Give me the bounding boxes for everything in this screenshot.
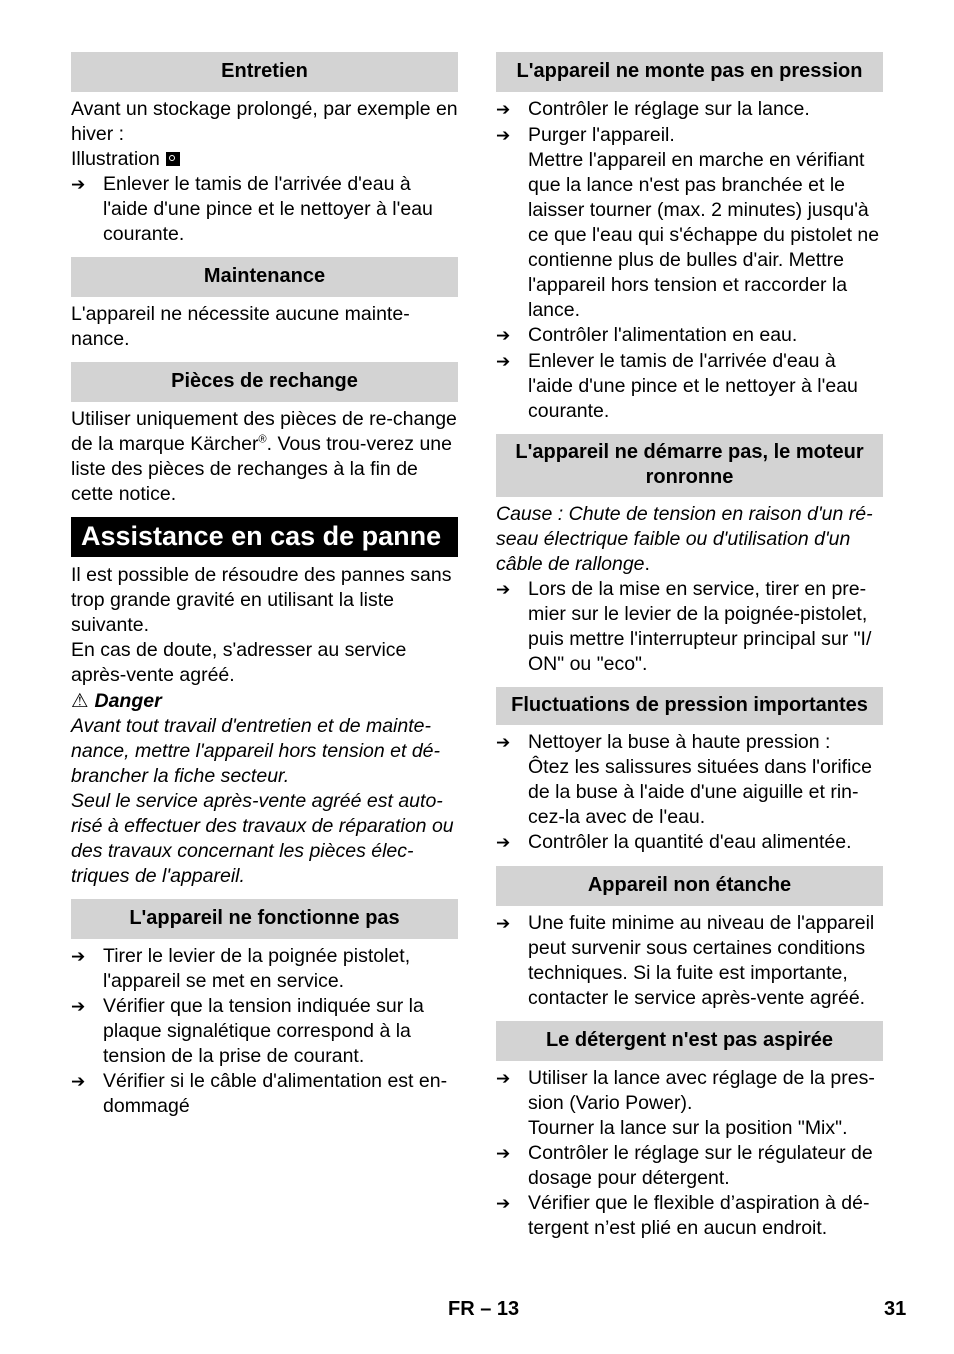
heading-non-etanche: Appareil non étanche	[496, 866, 883, 906]
bullet-item	[496, 1191, 883, 1241]
pieces-text	[71, 407, 458, 507]
bullet-item	[496, 1141, 883, 1191]
bullet-detail: Mettre l'appareil en marche en vérifiant que la lance n'est pas branchée et le laisser tourner (max. 2 minutes) jusqu'à ce que l'eau qui s'échappe du pistolet ne contienne plus de bulles d'air. Mettre l'appareil hors tension et raccorder la lance.	[528, 149, 880, 321]
heading-entretien: Entretien	[71, 52, 458, 92]
arrow-icon	[496, 577, 528, 677]
cause-end: .	[644, 553, 650, 575]
illustration-label: Illustration	[71, 148, 160, 170]
bullet-item	[71, 1069, 458, 1119]
pieces-text-b: . Vous trou-verez une liste des pièces de rechanges à la fin de cette notice.	[71, 433, 452, 505]
arrow-icon	[496, 730, 528, 830]
entretien-illustration	[71, 147, 458, 172]
bullet-text	[528, 123, 883, 323]
footer-section-label: FR – 13	[448, 1298, 520, 1320]
bullet-text	[528, 730, 883, 830]
illustration-magnifier-icon	[166, 152, 180, 166]
arrow-icon	[71, 1069, 103, 1119]
section-fluctuations	[496, 687, 883, 856]
section-non-etanche	[496, 866, 883, 1011]
heading-detergent: Le détergent n'est pas aspirée	[496, 1021, 883, 1061]
heading-ne-fonctionne-pas: L'appareil ne fonctionne pas	[71, 899, 458, 939]
warning-triangle-icon: ⚠	[71, 689, 89, 712]
heading-demarre-pas: L'appareil ne démarre pas, le moteur ronronne	[496, 434, 883, 497]
bullet-text: Lors de la mise en service, tirer en pre-mier sur le levier de la poignée-pistolet, puis mettre l'interrupteur principal sur "I/ ON" ou "eco".	[528, 578, 872, 675]
arrow-icon	[496, 1141, 528, 1191]
danger-label-text: Danger	[94, 690, 162, 712]
bullet-detail: Tourner la lance sur la position "Mix".	[528, 1117, 848, 1139]
maintenance-text: L'appareil ne nécessite aucune mainte-nance.	[71, 303, 410, 350]
section-ne-fonctionne-pas	[71, 899, 458, 1119]
bullet-text: Enlever le tamis de l'arrivée d'eau à l'aide d'une pince et le nettoyer à l'eau courante.	[103, 173, 433, 245]
arrow-icon	[496, 911, 528, 1011]
bullet-text: Contrôler le réglage sur le régulateur de dosage pour détergent.	[528, 1142, 873, 1189]
bullet-detail: Ôtez les salissures situées dans l'orifice de la buse à l'aide d'une aiguille et rin-cez-la avec de l'eau.	[528, 756, 873, 828]
assistance-p2: En cas de doute, s'adresser au service après-vente agréé.	[71, 639, 407, 686]
section-detergent	[496, 1021, 883, 1241]
bullet-text	[528, 1066, 883, 1141]
arrow-icon	[71, 172, 103, 247]
arrow-icon	[496, 1066, 528, 1141]
bullet-text: Tirer le levier de la poignée pistolet, l'appareil se met en service.	[103, 945, 411, 992]
bullet-text: Vérifier si le câble d'alimentation est en-dommagé	[103, 1070, 448, 1117]
section-pression	[496, 52, 883, 424]
arrow-icon	[71, 994, 103, 1069]
bullet-item	[496, 349, 883, 424]
bullet-text: Vérifier que le flexible d’aspiration à dé-tergent n’est plié en aucun endroit.	[528, 1192, 870, 1239]
bullet-text: Vérifier que la tension indiquée sur la plaque signalétique correspond à la tension de la prise de courant.	[103, 995, 424, 1067]
heading-pieces-rechange: Pièces de rechange	[71, 362, 458, 402]
bullet-item	[496, 1066, 883, 1141]
footer-page-number: 31	[884, 1298, 907, 1320]
entretien-intro: Avant un stockage prolongé, par exemple en hiver :	[71, 98, 458, 145]
right-column	[496, 52, 883, 1251]
bullet-item	[496, 577, 883, 677]
bullet-main: Purger l'appareil.	[528, 124, 675, 146]
bullet-text: Contrôler la quantité d'eau alimentée.	[528, 831, 852, 853]
bullet-main: Nettoyer la buse à haute pression :	[528, 731, 831, 753]
bullet-item	[71, 994, 458, 1069]
section-assistance	[71, 563, 458, 889]
section-pieces-rechange	[71, 362, 458, 507]
heading-maintenance: Maintenance	[71, 257, 458, 297]
chapter-title-assistance: Assistance en cas de panne	[71, 517, 458, 557]
danger-label	[71, 688, 458, 714]
bullet-text: Contrôler l'alimentation en eau.	[528, 324, 798, 346]
bullet-item	[496, 123, 883, 323]
arrow-icon	[496, 349, 528, 424]
bullet-item	[496, 97, 883, 123]
arrow-icon	[496, 97, 528, 123]
cause-text	[496, 502, 883, 577]
bullet-main: Utiliser la lance avec réglage de la pres-sion (Vario Power).	[528, 1067, 875, 1114]
arrow-icon	[496, 123, 528, 323]
section-maintenance	[71, 257, 458, 352]
bullet-item	[71, 172, 458, 247]
danger-text-2: Seul le service après-vente agréé est auto-risé à effectuer des travaux de réparation ou des travaux concernant les pièces élec-triques de l'appareil.	[71, 790, 454, 887]
bullet-item	[71, 944, 458, 994]
bullet-item	[496, 323, 883, 349]
arrow-icon	[496, 1191, 528, 1241]
bullet-text: Une fuite minime au niveau de l'appareil peut survenir sous certaines conditions techniques. Si la fuite est importante, contacter le service après-vente agréé.	[528, 912, 875, 1009]
left-column	[71, 52, 458, 1129]
cause-italic: Cause : Chute de tension en raison d'un ré-seau électrique faible ou d'utilisation d'un câble de rallonge	[496, 503, 873, 575]
assistance-p1: Il est possible de résoudre des pannes sans trop grande gravité en utilisant la liste suivante.	[71, 564, 452, 636]
pieces-text-a: Utiliser uniquement des pièces de re-change de la marque Kärcher	[71, 408, 457, 455]
section-entretien	[71, 52, 458, 247]
heading-fluctuations: Fluctuations de pression importantes	[496, 687, 883, 725]
section-demarre-pas	[496, 434, 883, 677]
bullet-item	[496, 911, 883, 1011]
bullet-text: Enlever le tamis de l'arrivée d'eau à l'aide d'une pince et le nettoyer à l'eau courante.	[528, 350, 858, 422]
arrow-icon	[496, 830, 528, 856]
heading-pression: L'appareil ne monte pas en pression	[496, 52, 883, 92]
arrow-icon	[71, 944, 103, 994]
arrow-icon	[496, 323, 528, 349]
bullet-text: Contrôler le réglage sur la lance.	[528, 98, 810, 120]
registered-mark: ®	[258, 433, 267, 446]
danger-text-1: Avant tout travail d'entretien et de mainte-nance, mettre l'appareil hors tension et dé-brancher la fiche secteur.	[71, 715, 441, 787]
bullet-item	[496, 830, 883, 856]
bullet-item	[496, 730, 883, 830]
